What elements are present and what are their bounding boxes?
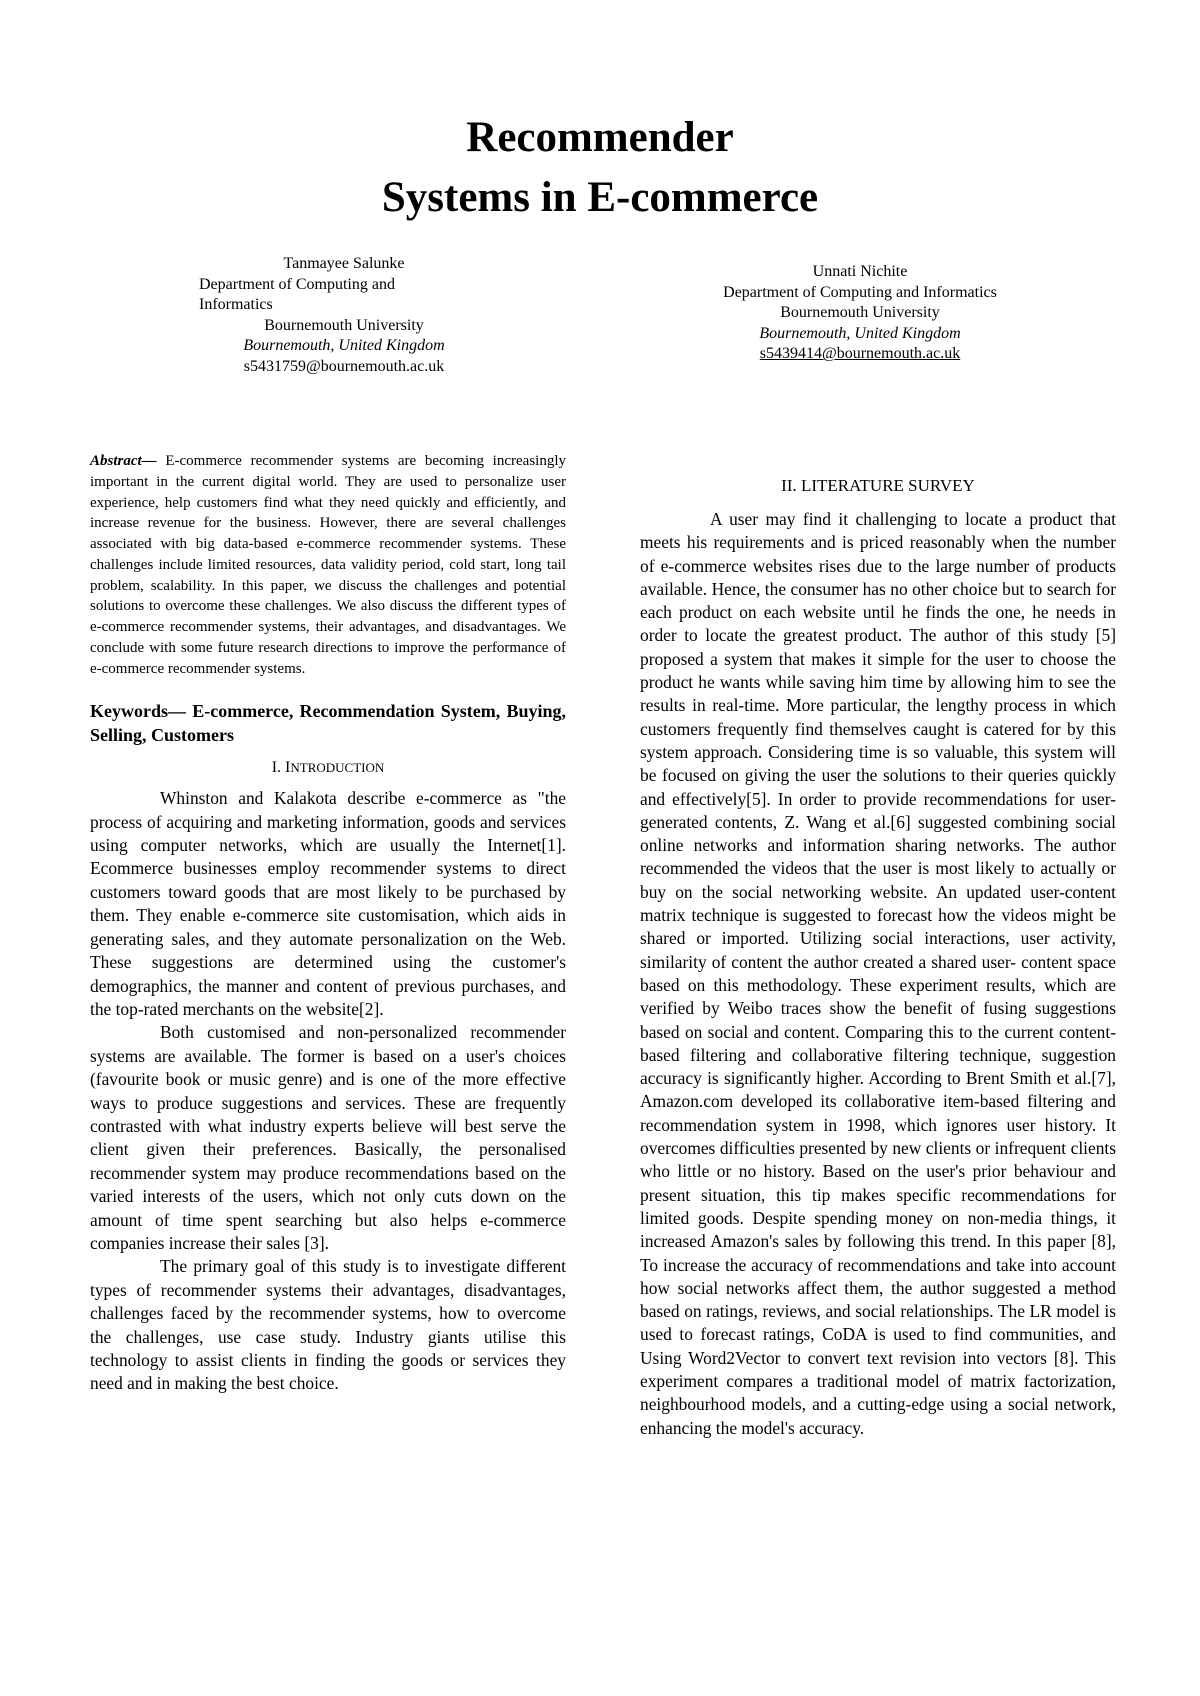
author-1-name: Tanmayee Salunke [283, 255, 405, 272]
intro-paragraph-3: The primary goal of this study is to investigate different types of recommender systems their advantages, disadvantages, challenges faced by the recommender systems, how to overcome the challenges, use case study. Industry giants utilise this technology to assist clients in finding the goods or services they need and in making the best choice. [90, 1256, 566, 1394]
author-2-location: Bournemouth, United Kingdom [759, 324, 961, 342]
abstract-label: Abstract— [90, 453, 157, 469]
author-1-email[interactable]: s5431759@bournemouth.ac.uk [243, 357, 445, 375]
section-1-first-letter: I [285, 759, 291, 777]
left-column [90, 451, 566, 1396]
author-block-2 [640, 262, 1080, 365]
section-1-number: I. [271, 759, 282, 777]
title-line-1: Recommender [466, 114, 734, 161]
author-1-university: Bournemouth University [264, 316, 424, 334]
section-1-heading-rest: NTRODUCTION [290, 760, 385, 776]
author-2-dept: Department of Computing and Informatics [723, 283, 997, 301]
abstract [90, 451, 566, 679]
author-1-dept-line-2: Informatics [199, 296, 273, 314]
title-line-2: Systems in E-commerce [381, 174, 819, 221]
section-2-heading: II. LITERATURE SURVEY [781, 476, 975, 495]
right-column [640, 476, 1116, 1440]
author-1-location: Bournemouth, United Kingdom [243, 337, 445, 355]
intro-paragraph-2: Both customised and non-personalized recommender systems are available. The former is based on a user's choices (favourite book or music genre) and is one of the more effective ways to produce suggestions and services. These are frequently contrasted with what industry experts believe will best serve the client given their preferences. Basically, the personalised recommender system may produce recommendations based on the varied interests of the users, which not only cuts down on the amount of time spent searching but also helps e-commerce companies increase their sales [3]. [90, 1022, 566, 1253]
author-2-name: Unnati Nichite [812, 263, 908, 280]
author-1-dept-line-1: Department of Computing and [199, 275, 395, 293]
intro-paragraph-1: Whinston and Kalakota describe e-commerce as "the process of acquiring and marketing information, goods and services using computer networks, which are usually the Internet[1]. Ecommerce businesses employ recommender systems to direct customers toward goods that are most likely to be purchased by them. They enable e-commerce site customisation, which aids in generating sales, and they automate personalization on the Web. These suggestions are determined using the customer's demographics, the manner and content of previous purchases, and the top-rated merchants on the website[2]. [90, 788, 566, 1019]
literature-paragraph: A user may find it challenging to locate a product that meets his requirements and is priced reasonably when the number of e-commerce websites rises due to the large number of products available. Hence, the consumer has no other choice but to search for each product on each website until he finds the one, he needs in order to locate the greatest product. The author of this study [5] proposed a system that makes it simple for the user to choose the product he wants while saving him time by allowing him to see the results in real-time. More particular, the lengthy process in which customers frequently find themselves caught is catered for by this system approach. Considering time is so valuable, this system will be focused on giving the user the solutions to their queries quickly and effectively[5]. In order to provide recommendations for user-generated contents, Z. Wang et al.[6] suggested combining social online networks and information sharing networks. The author recommended the videos that the user is most likely to actually or buy on the social networking website. An updated user-content matrix technique is suggested to forecast how the videos might be shared or imported. Utilizing social interactions, user activity, similarity of content the author created a shared user- content space based on this methodology. These experiment results, which are verified by Weibo traces show the benefit of fusing suggestions based on social and content. Comparing this to the current content-based filtering and collaborative filtering technique, suggestion accuracy is significantly higher. According to Brent Smith et al.[7], Amazon.com developed its collaborative item-based filtering and recommendation system in 1998, which ignores user history. It overcomes difficulties presented by new clients or infrequent clients who little or no history. Based on the user's prior behaviour and present situation, this tip makes specific recommendations for limited goods. Despite spending money on non-media things, it increased Amazon's sales by following this trend. In this paper [8], To increase the accuracy of recommendations and take into account how social networks affect them, the author suggested a method based on ratings, reviews, and social relationships. The LR model is used to forecast ratings, CoDA is used to find communities, and Using Word2Vector to convert text revision into vectors [8]. This experiment compares a traditional model of matrix factorization, neighbourhood models, and a cutting-edge using a social network, enhancing the model's accuracy. [640, 509, 1116, 1438]
keywords: Keywords— E-commerce, Recommendation System, Buying, Selling, Customers [90, 701, 566, 746]
author-2-email[interactable]: s5439414@bournemouth.ac.uk [759, 345, 961, 363]
author-block-1 [199, 254, 489, 378]
section-1-heading [90, 759, 566, 777]
author-2-university: Bournemouth University [780, 304, 940, 322]
paper-title [0, 108, 1200, 228]
abstract-text: E-commerce recommender systems are becoming increasingly important in the current digital world. They are used to personalize user experience, help customers find what they need quickly and efficiently, and increase revenue for the business. However, there are several challenges associated with big data-based e-commerce recommender systems. These challenges include limited resources, data validity period, cold start, long tail problem, scalability. In this paper, we discuss the challenges and potential solutions to overcome these challenges. We also discuss the different types of e-commerce recommender systems, their advantages, and disadvantages. We conclude with some future research directions to improve the performance of e-commerce recommender systems. [90, 453, 566, 677]
